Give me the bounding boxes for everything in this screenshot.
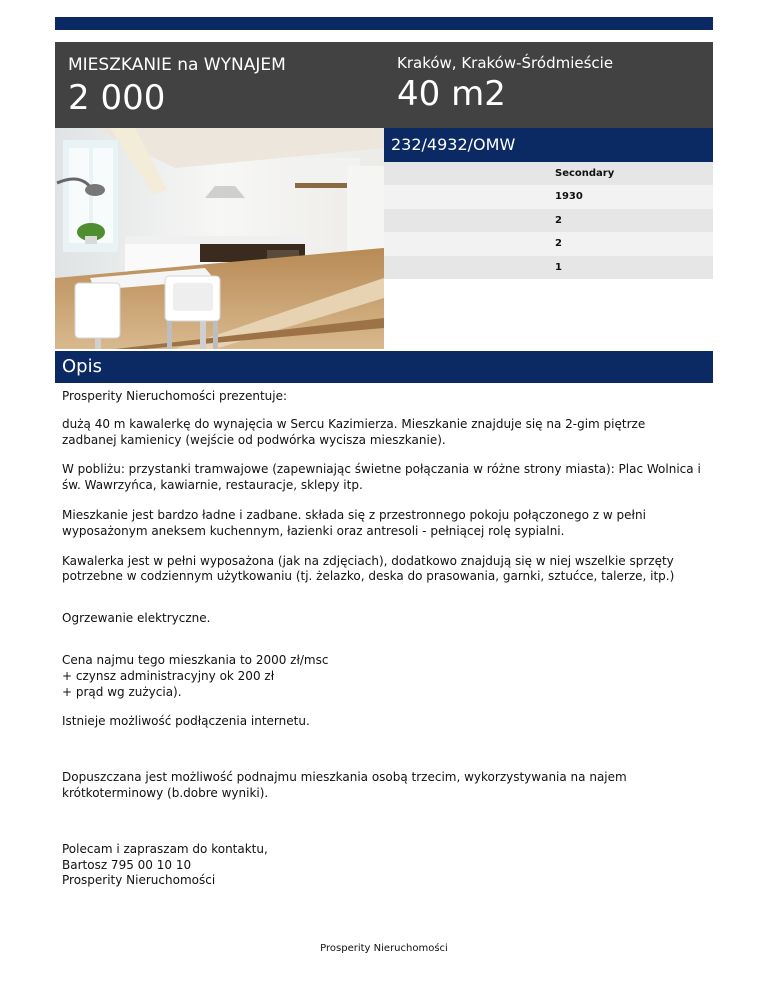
description-paragraph: Istnieje możliwość podłączenia internetu.	[62, 714, 310, 729]
listing-area: 40 m2	[397, 74, 506, 114]
description-line: + czynsz administracyjny ok 200 zł	[62, 668, 275, 683]
description-line: Prosperity Nieruchomości	[62, 873, 216, 888]
description-paragraph: Kawalerka jest w pełni wyposażona (jak na zdjęciach), dodatkowo znajdują się w niej wszelkie sprzęty potrzebne w codziennym użytkowaniu (tj. żelazko, deska do prasowania, garnki, sztućce, talerze, itp.)	[62, 553, 675, 584]
description-line: + prąd wg zużycia).	[62, 684, 182, 699]
detail-row	[384, 256, 713, 279]
detail-row	[384, 232, 713, 255]
description-line: Bartosz 795 00 10 10	[62, 857, 192, 872]
reference-bar	[384, 128, 713, 162]
description-paragraph: Dopuszczana jest możliwość podnajmu mieszkania osobą trzecim, wykorzystywania na najem krótkoterminowy (b.dobre wyniki).	[62, 770, 627, 800]
description-body	[62, 389, 702, 889]
details-table	[384, 162, 713, 279]
detail-value: 2	[555, 214, 562, 226]
listing-location: Kraków, Kraków-Śródmieście	[397, 54, 614, 72]
description-paragraph: Ogrzewanie elektryczne.	[62, 611, 211, 626]
detail-value: 1930	[555, 191, 583, 203]
detail-row	[384, 162, 713, 185]
top-accent-bar	[55, 17, 713, 30]
listing-header	[55, 42, 713, 128]
listing-type: MIESZKANIE na WYNAJEM	[68, 55, 286, 75]
description-paragraph: Prosperity Nieruchomości prezentuje:	[62, 389, 288, 403]
apartment-photo	[55, 128, 384, 349]
listing-price: 2 000	[68, 78, 166, 118]
detail-row	[384, 185, 713, 208]
description-header	[55, 351, 713, 383]
page-footer: Prosperity Nieruchomości	[320, 943, 448, 954]
description-paragraph: dużą 40 m kawalerkę do wynajęcia w Sercu Kazimierza. Mieszkanie znajduje się na 2-gim piętrze zadbanej kamienicy (wejście od podwórka wycisza mieszkanie).	[62, 416, 646, 447]
description-line: Polecam i zapraszam do kontaktu,	[62, 841, 268, 856]
detail-value: Secondary	[555, 168, 615, 179]
detail-row	[384, 209, 713, 232]
description-paragraph: Mieszkanie jest bardzo ładne i zadbane. składa się z przestronnego pokoju połączonego z w pełni wyposażonym aneksem kuchennym, łazienki oraz antresoli - pełniącej rolę sypialni.	[62, 507, 646, 538]
section-title: Opis	[62, 356, 102, 377]
description-line: Cena najmu tego mieszkania to 2000 zł/msc	[62, 652, 329, 667]
description-paragraph: W pobliżu: przystanki tramwajowe (zapewniając świetne połączania w różne strony miasta): Plac Wolnica i św. Wawrzyńca, kawiarnie, restauracje, sklepy itp.	[62, 462, 701, 493]
reference-number: 232/4932/OMW	[391, 135, 516, 154]
detail-value: 2	[555, 238, 562, 250]
detail-value: 1	[555, 261, 562, 273]
